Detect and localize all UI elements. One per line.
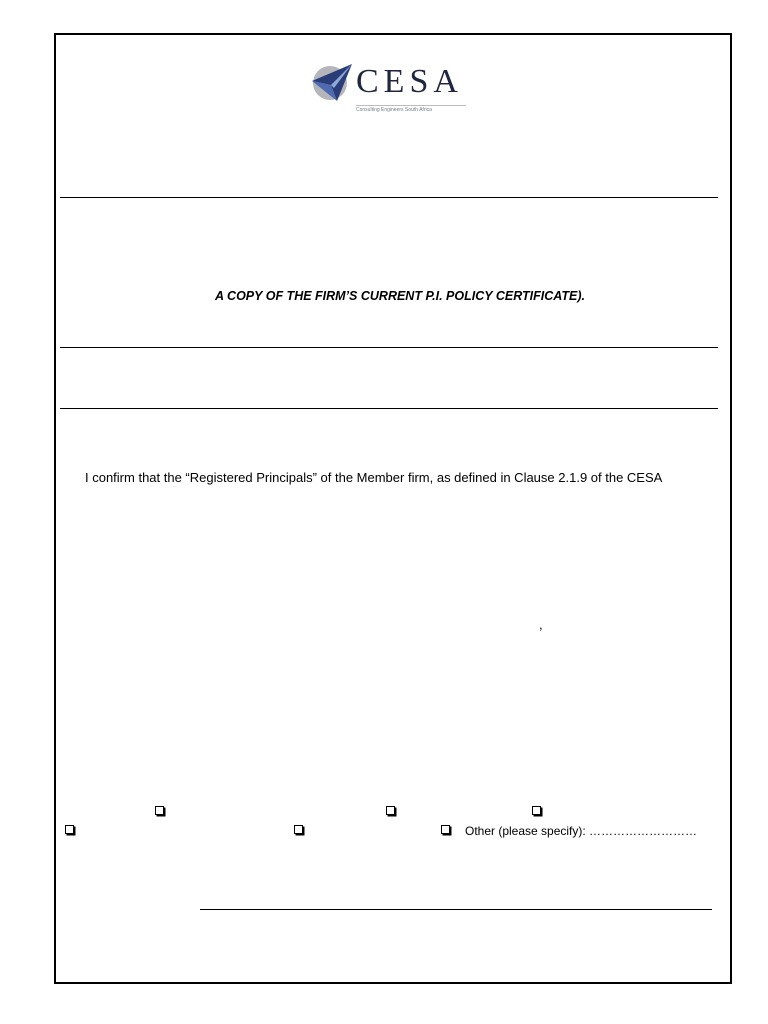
confirmation-text: I confirm that the “Registered Principals” of the Member firm, as defined in Clause 2.1.9 of the CESA — [85, 470, 663, 485]
checkbox-row2-col2[interactable] — [294, 825, 303, 834]
cesa-emblem-icon — [310, 61, 354, 105]
form-border — [54, 33, 732, 984]
checkbox-row1-col1[interactable] — [155, 806, 164, 815]
signature-line[interactable] — [200, 909, 712, 910]
divider-middle — [60, 347, 718, 348]
logo-wordmark: CESA — [356, 63, 463, 100]
divider-top — [60, 197, 718, 198]
checkbox-other[interactable] — [441, 825, 450, 834]
checkbox-row1-col2[interactable] — [386, 806, 395, 815]
cesa-logo — [310, 61, 470, 117]
checkbox-row1-col3[interactable] — [532, 806, 541, 815]
divider-lower — [60, 408, 718, 409]
other-specify-label: Other (please specify): ……………………… — [465, 824, 698, 838]
stray-comma: , — [539, 617, 543, 632]
checkbox-row2-col1[interactable] — [65, 825, 74, 834]
section-heading: A COPY OF THE FIRM’S CURRENT P.I. POLICY CERTIFICATE). — [215, 289, 585, 303]
logo-tagline: Consulting Engineers South Africa — [356, 105, 466, 113]
